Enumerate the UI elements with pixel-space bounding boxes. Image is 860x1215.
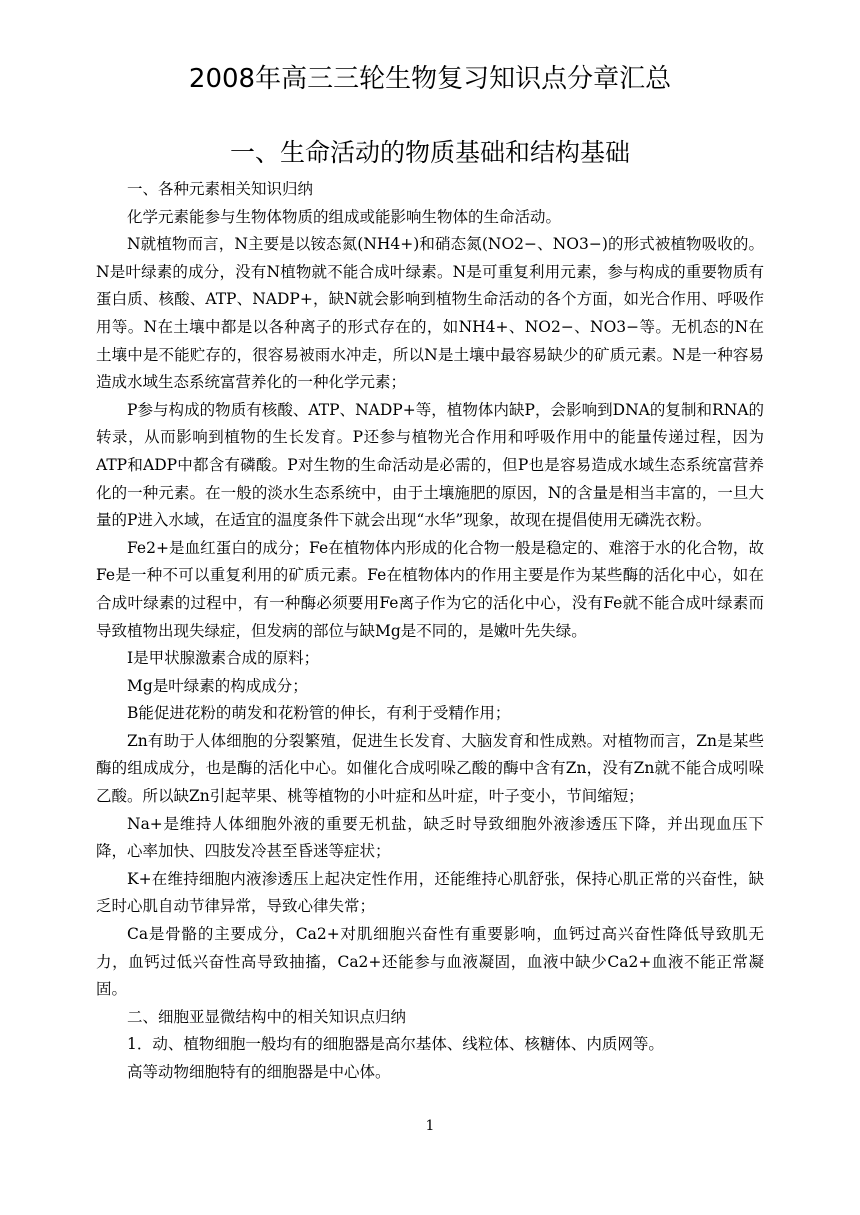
section-heading-elements: 一、各种元素相关知识归纳 [127, 180, 314, 198]
paragraph-organelles-common: 1．动、植物细胞一般均有的细胞器是高尔基体、线粒体、核糖体、内质网等。 [127, 1035, 664, 1054]
paragraph-calcium: Ca是骨骼的主要成分，Ca2+对肌细胞兴奋性有重要影响，血钙过高兴奋性降低导致肌无力，血钙过低兴奋性高导致抽搐，Ca2+还能参与血液凝固，血液中缺少Ca2+血液不能正常凝固。 [96, 925, 764, 999]
paragraph-phosphorus: P参与构成的物质有核酸、ATP、NADP+等，植物体内缺P，会影响到DNA的复制和RNA的转录，从而影响到植物的生长发育。P还参与植物光合作用和呼吸作用中的能量传递过程，因为ATP和ADP中都含有磷酸。P对生物的生命活动是必需的，但P也是容易造成水域生态系统富营养化的一种元素。在一般的淡水生态系统中，由于土壤施肥的原因，N的含量是相当丰富的，一旦大量的P进入水域，在适宜的温度条件下就会出现“水华”现象，故现在提倡使用无磷洗衣粉。 [96, 400, 764, 530]
section-heading-organelles: 二、细胞亚显微结构中的相关知识点归纳 [127, 1007, 407, 1026]
paragraph-iodine: I是甲状腺激素合成的原料； [127, 649, 320, 668]
paragraph-potassium: K+在维持细胞内液渗透压上起决定性作用，还能维持心肌舒张，保持心肌正常的兴奋性，缺乏时心肌自动节律异常，导致心律失常； [96, 869, 764, 916]
body-text [96, 176, 764, 1087]
document-title: 2008年高三三轮生物复习知识点分章汇总 [188, 64, 672, 94]
page-number: 1 [425, 1118, 435, 1134]
paragraph-intro: 化学元素能参与生物体物质的组成或能影响生物体的生命活动。 [127, 207, 562, 226]
paragraph-sodium: Na+是维持人体细胞外液的重要无机盐，缺乏时导致细胞外液渗透压下降，并出现血压下降，心率加快、四肢发冷甚至昏迷等症状； [96, 814, 764, 861]
paragraph-iron: Fe2+是血红蛋白的成分；Fe在植物体内形成的化合物一般是稳定的、难溶于水的化合物，故Fe是一种不可以重复利用的矿质元素。Fe在植物体内的作用主要是作为某些酶的活化中心，如在合成叶绿素的过程中，有一种酶必须要用Fe离子作为它的活化中心，没有Fe就不能合成叶绿素而导致植物出现失绿症，但发病的部位与缺Mg是不同的，是嫩叶先失绿。 [96, 538, 764, 640]
paragraph-boron: B能促进花粉的萌发和花粉管的伸长，有利于受精作用； [127, 704, 511, 723]
paragraph-magnesium: Mg是叶绿素的构成成分； [127, 676, 308, 695]
paragraph-nitrogen: N就植物而言，N主要是以铵态氮(NH4+)和硝态氮(NO2−、NO3−)的形式被植物吸收的。N是叶绿素的成分，没有N植物就不能合成叶绿素。N是可重复利用元素，参与构成的重要物质有蛋白质、核酸、ATP、NADP+，缺N就会影响到植物生命活动的各个方面，如光合作用、呼吸作用等。N在土壤中都是以各种离子的形式存在的，如NH4+、NO2−、NO3−等。无机态的N在土壤中是不能贮存的，很容易被雨水冲走，所以N是土壤中最容易缺少的矿质元素。N是一种容易造成水域生态系统富营养化的一种化学元素； [96, 235, 764, 392]
chapter-heading: 一、生命活动的物质基础和结构基础 [229, 138, 630, 167]
paragraph-zinc: Zn有助于人体细胞的分裂繁殖，促进生长发育、大脑发育和性成熟。对植物而言，Zn是某些酶的组成成分，也是酶的活化中心。如催化合成吲哚乙酸的酶中含有Zn，没有Zn就不能合成吲哚乙酸。所以缺Zn引起苹果、桃等植物的小叶症和丛叶症，叶子变小，节间缩短； [96, 731, 764, 806]
paragraph-organelles-animal: 高等动物细胞特有的细胞器是中心体。 [127, 1063, 391, 1081]
